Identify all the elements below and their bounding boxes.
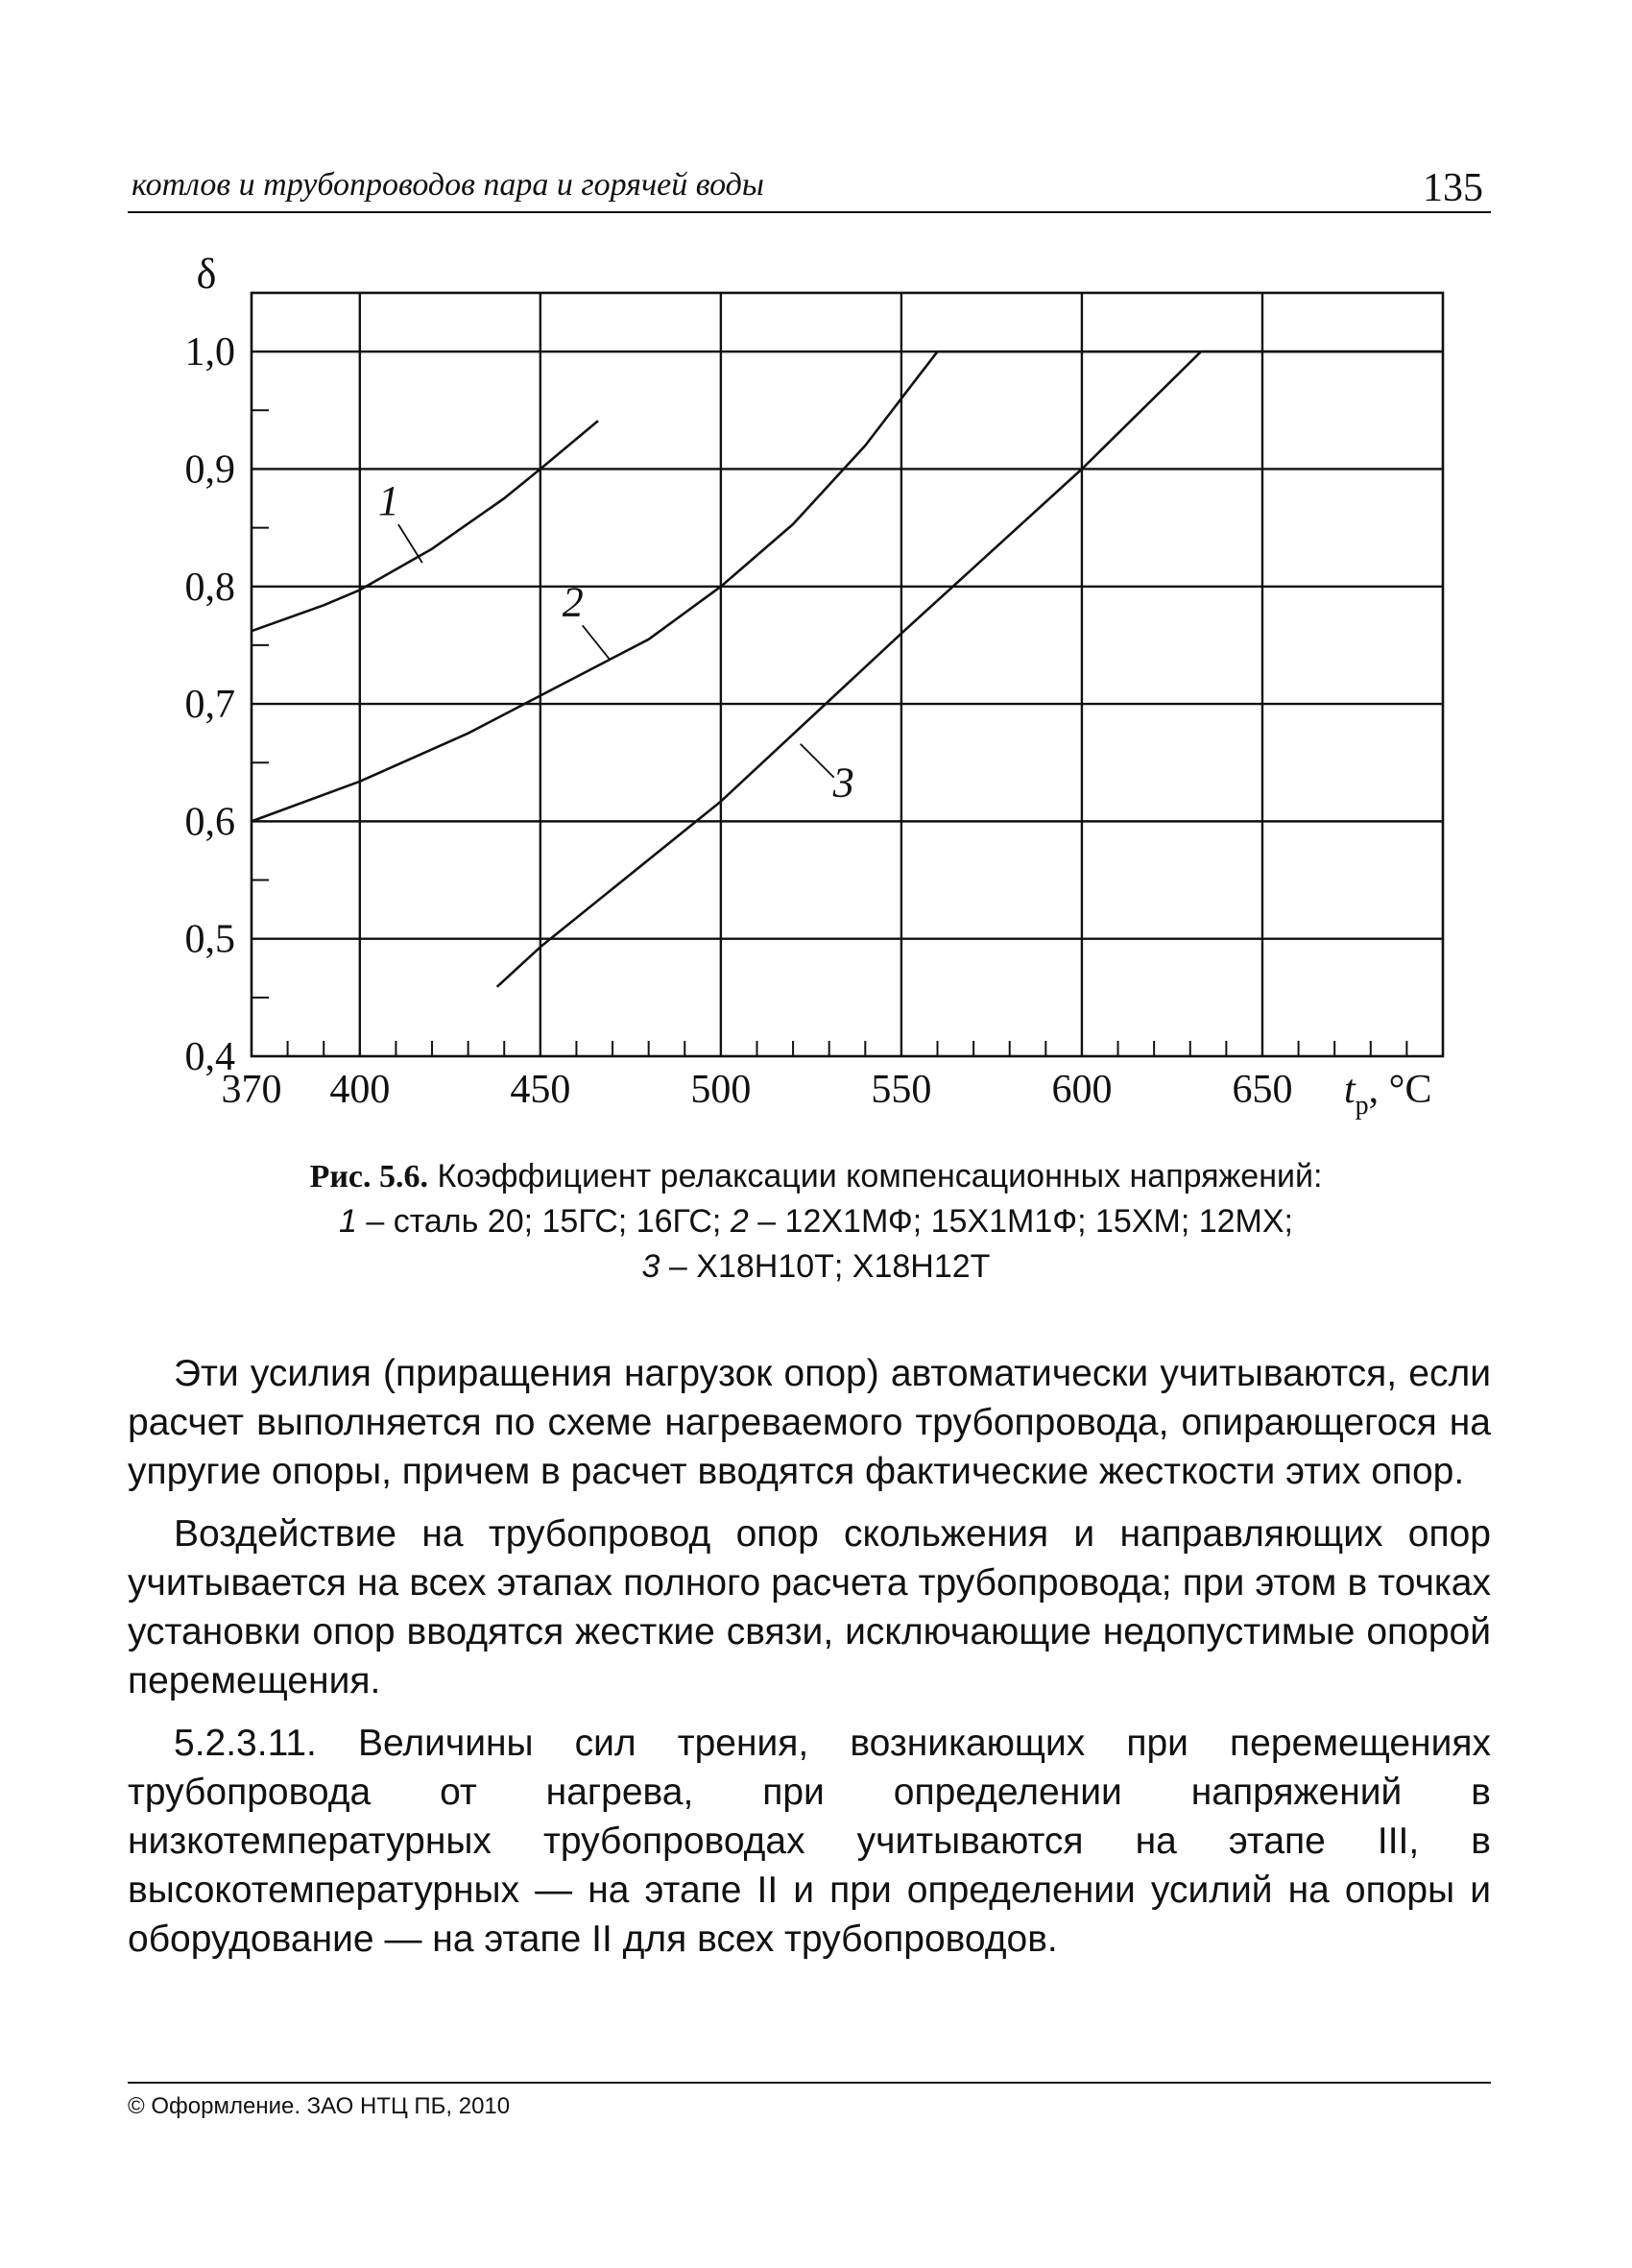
y-tick-label: 0,6 bbox=[184, 800, 235, 845]
caption-line-2 bbox=[144, 1199, 1488, 1244]
caption-title: Коэффициент релаксации компенсационных напряжений: bbox=[437, 1158, 1323, 1194]
x-tick-label: 550 bbox=[871, 1068, 932, 1112]
y-tick-label: 0,9 bbox=[184, 447, 235, 493]
caption-label: Рис. 5.6. bbox=[309, 1159, 429, 1194]
curve-1 bbox=[252, 421, 598, 631]
paragraph: Эти усилия (приращения нагрузок опор) автоматически учитываются, если расчет выполняется по схеме нагреваемого трубопровода, опирающегося на упругие опоры, причем в расчет вводятся фактические жесткости этих опор. bbox=[128, 1353, 1491, 1492]
curve-3 bbox=[497, 351, 1443, 987]
paragraph: 5.2.3.11. Величины сил трения, возникающих при перемещениях трубопровода от нагрева, при определении напряжений в низкотемпературных трубопроводах учитываются на этапе III, в высокотемпературных — на этапе II и при определении усилий на опоры и оборудование — на этапе II для всех трубопроводов. bbox=[128, 1723, 1491, 1960]
x-tick-label: 600 bbox=[1051, 1068, 1113, 1112]
x-axis-label: $t_р$, °C bbox=[1344, 1068, 1432, 1121]
y-tick-label: 0,4 bbox=[184, 1035, 235, 1079]
x-tick-label: 500 bbox=[690, 1068, 752, 1112]
footer bbox=[128, 2082, 1491, 2120]
x-tick-label: 650 bbox=[1232, 1068, 1293, 1112]
y-tick-label: 0,8 bbox=[184, 565, 235, 610]
chart-label-leaders bbox=[398, 524, 834, 778]
chart-curves bbox=[252, 351, 1443, 987]
page-number: 135 bbox=[1423, 166, 1483, 210]
plot-frame bbox=[252, 293, 1443, 1056]
caption-line-1 bbox=[144, 1154, 1488, 1199]
running-title: котлов и трубопроводов пара и горячей воды bbox=[132, 167, 764, 203]
x-tick-label: 400 bbox=[329, 1068, 391, 1112]
curve-label-1: 1 bbox=[377, 477, 399, 525]
chart-grid bbox=[252, 293, 1443, 1056]
curve-label-2: 2 bbox=[562, 578, 584, 626]
caption-text-2: – 12Х1МФ; 15Х1М1Ф; 15ХМ; 12МХ; bbox=[748, 1203, 1293, 1240]
y-tick-label: 0,5 bbox=[184, 917, 235, 962]
y-axis-label: δ bbox=[196, 251, 217, 298]
curve-leader-3 bbox=[801, 744, 834, 778]
x-tick-label: 370 bbox=[221, 1068, 282, 1112]
chart-minor-ticks bbox=[252, 410, 1406, 1056]
paragraph: Воздействие на трубопровод опор скольжения и направляющих опор учитывается на всех этапах полного расчета трубопровода; при этом в точках установки опор вводятся жесткие связи, исключающие недопустимые опорой перемещения. bbox=[128, 1513, 1491, 1701]
caption-text-1: – сталь 20; 15ГС; 16ГС; bbox=[356, 1203, 731, 1240]
curve-label-3: 3 bbox=[832, 759, 854, 807]
caption-line-3 bbox=[144, 1244, 1488, 1290]
caption-num-1: 1 bbox=[338, 1203, 357, 1240]
curve-leader-2 bbox=[583, 625, 610, 659]
curve-leader-1 bbox=[398, 524, 422, 563]
y-tick-label: 0,7 bbox=[184, 683, 235, 728]
caption-num-2: 2 bbox=[730, 1203, 749, 1240]
chart-labels bbox=[185, 251, 1432, 1121]
caption-num-3: 3 bbox=[641, 1248, 660, 1285]
y-tick-label: 1,0 bbox=[184, 330, 235, 375]
body-text bbox=[128, 1349, 1491, 1977]
footer-copyright: © Оформление. ЗАО НТЦ ПБ, 2010 bbox=[128, 2093, 511, 2119]
caption-text-3: – Х18Н10Т; Х18Н12Т bbox=[660, 1248, 991, 1285]
figure-caption bbox=[144, 1154, 1488, 1290]
x-tick-label: 450 bbox=[510, 1068, 571, 1112]
